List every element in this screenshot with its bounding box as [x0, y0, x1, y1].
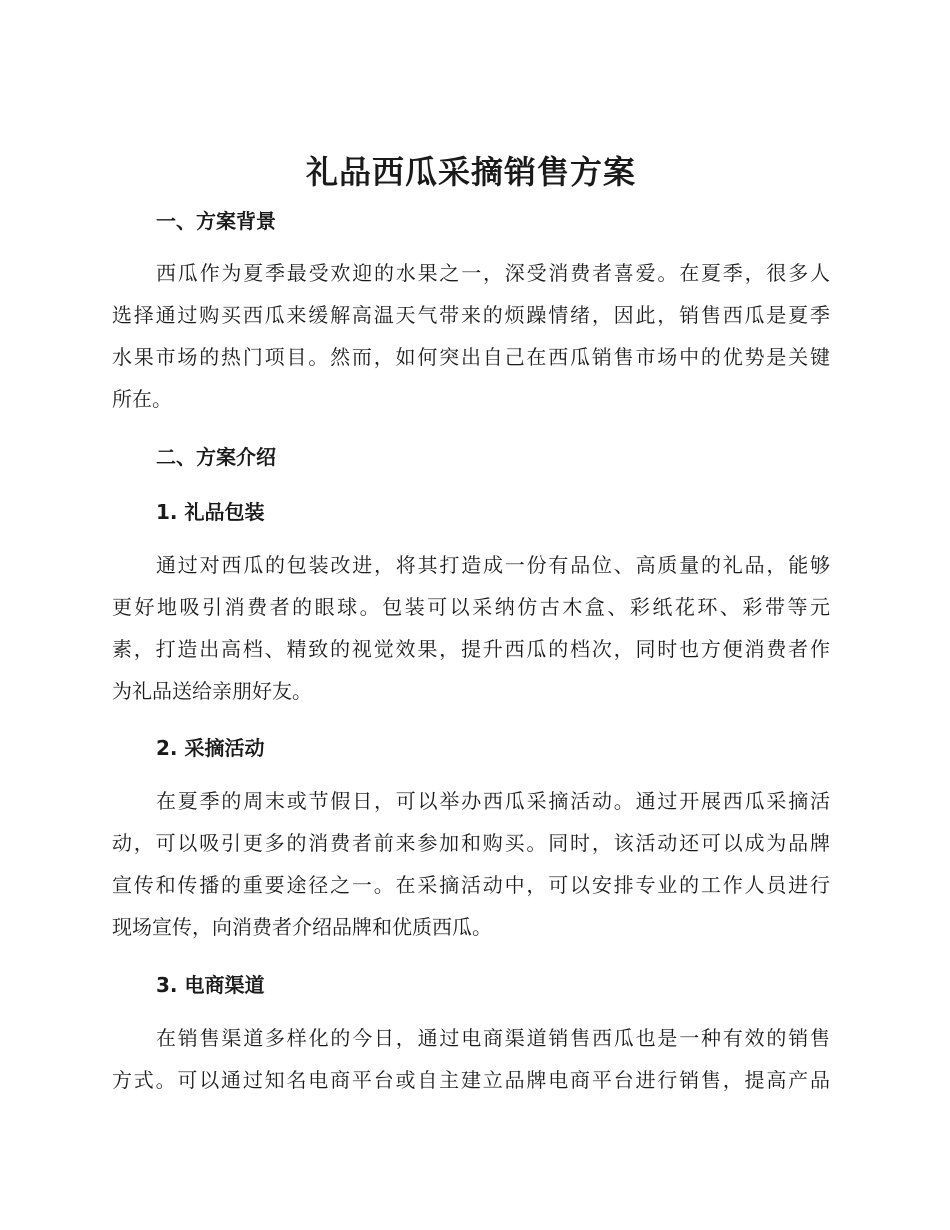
paragraph-line: 通过对西瓜的包装改进，将其打造成一份有品位、高质量的礼品，能够	[156, 553, 830, 577]
section-heading-introduction: 二、方案介绍	[156, 445, 276, 469]
paragraph-line: 更好地吸引消费者的眼球。包装可以采纳仿古木盒、彩纸花环、彩带等元	[112, 595, 830, 619]
paragraph-picking-activity	[112, 780, 830, 948]
paragraph-line: 方式。可以通过知名电商平台或自主建立品牌电商平台进行销售，提高产品	[112, 1068, 830, 1092]
paragraph-line: 所在。	[112, 387, 172, 411]
paragraph-gift-packaging	[112, 544, 830, 712]
paragraph-line: 在销售渠道多样化的今日，通过电商渠道销售西瓜也是一种有效的销售	[156, 1026, 830, 1050]
section-heading-background: 一、方案背景	[156, 209, 276, 233]
paragraph-line: 宣传和传播的重要途径之一。在采摘活动中，可以安排专业的工作人员进行	[112, 873, 830, 897]
paragraph-background	[112, 252, 830, 420]
paragraph-line: 素，打造出高档、精致的视觉效果，提升西瓜的档次，同时也方便消费者作	[112, 637, 830, 661]
paragraph-line: 选择通过购买西瓜来缓解高温天气带来的烦躁情绪，因此，销售西瓜是夏季	[112, 303, 830, 327]
paragraph-line: 为礼品送给亲朋好友。	[112, 679, 312, 703]
paragraph-line: 在夏季的周末或节假日，可以举办西瓜采摘活动。通过开展西瓜采摘活	[156, 789, 830, 813]
paragraph-ecommerce	[112, 1017, 830, 1101]
paragraph-line: 西瓜作为夏季最受欢迎的水果之一，深受消费者喜爱。在夏季，很多人	[156, 261, 830, 285]
subsection-heading-ecommerce: 3. 电商渠道	[156, 973, 265, 997]
subsection-heading-picking-activity: 2. 采摘活动	[156, 736, 265, 760]
document-title: 礼品西瓜采摘销售方案	[305, 153, 636, 191]
paragraph-line: 水果市场的热门项目。然而，如何突出自己在西瓜销售市场中的优势是关键	[112, 345, 830, 369]
paragraph-line: 动，可以吸引更多的消费者前来参加和购买。同时，该活动还可以成为品牌	[112, 831, 830, 855]
subsection-heading-gift-packaging: 1. 礼品包装	[156, 500, 265, 524]
paragraph-line: 现场宣传，向消费者介绍品牌和优质西瓜。	[112, 915, 492, 939]
